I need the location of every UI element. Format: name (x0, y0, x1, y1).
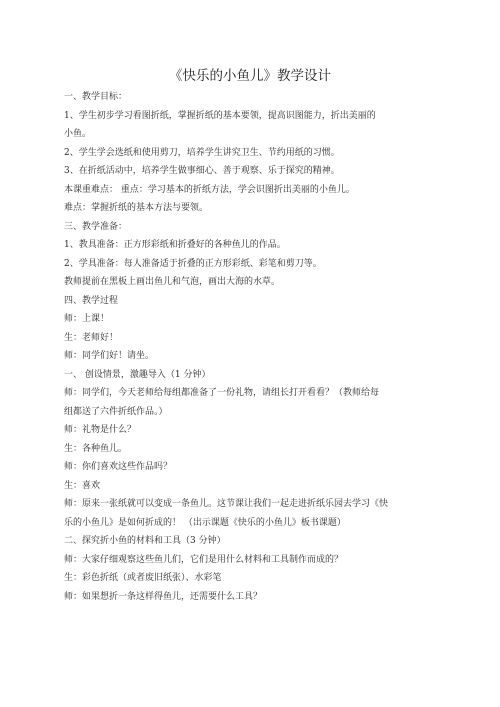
text-line: 1、教具准备：正方形彩纸和折叠好的各种鱼儿的作品。 (64, 240, 286, 250)
text-line: 四、教学过程 (64, 295, 119, 306)
text-line: 2、学具准备：每人准备适于折叠的正方形彩纸、彩笔和剪刀等。 (64, 258, 322, 269)
text-line: 生：老师好！ (64, 332, 119, 343)
text-line: 师：上课！ (64, 314, 110, 324)
text-line: 本课重难点： 重点：学习基本的折纸方法，学会识图折出美丽的小鱼儿。 (64, 184, 355, 195)
text-line: 生：各种鱼儿。 (64, 443, 128, 454)
text-line: 师：原来一张纸就可以变成一条鱼儿。这节课让我们一起走进折纸乐园去学习《快 (64, 499, 389, 509)
text-line: 师：同学们好！请坐。 (64, 351, 155, 361)
text-line: 2、学生学会选纸和使用剪刀，培养学生讲究卫生、节约用纸的习惯。 (64, 147, 340, 158)
document-title: 《快乐的小鱼儿》教学设计 (169, 68, 331, 84)
text-line: 师：礼物是什么？ (64, 425, 137, 435)
text-line: 师：你们喜欢这些作品吗？ (64, 462, 173, 472)
text-line: 教师提前在黑板上画出鱼儿和气泡，画出大海的水草。 (64, 277, 281, 287)
document-body (64, 88, 414, 606)
text-line: 1、学生初步学习看图折纸，掌握折纸的基本要领，提高识图能力，折出美丽的 (64, 110, 376, 121)
text-line: 小鱼。 (64, 129, 92, 139)
text-line: 一、 创设情景，激趣导入（1 分钟） (64, 369, 211, 380)
text-line: 师：如果想折一条这样得鱼儿，还需要什么工具？ (64, 591, 263, 602)
text-line: 一、教学目标： (64, 92, 128, 102)
text-line: 生：喜欢 (64, 480, 101, 491)
text-line: 3、在折纸活动中，培养学生做事细心、善于观察、乐于探究的精神。 (64, 166, 340, 176)
text-line: 组都送了六件折纸作品。） (64, 406, 168, 417)
text-line: 师：大家仔细观察这些鱼儿们，它们是用什么材料和工具制作而成的？ (64, 554, 344, 565)
text-line: 难点：掌握折纸的基本方法与要领。 (64, 203, 209, 213)
text-line: 三、教学准备： (64, 221, 128, 232)
text-line: 师：同学们，今天老师给每组都准备了一份礼物，请组长打开看看？（教师给每 (64, 388, 380, 398)
text-line: 乐的小鱼儿》是如何折成的！ （出示课题《快乐的小鱼儿》板书课题） (64, 517, 346, 528)
text-line: 生：彩色折纸（或者废旧纸张）、水彩笔 (64, 573, 222, 583)
text-line: 二、探究折小鱼的材料和工具（3 分钟） (64, 536, 226, 546)
